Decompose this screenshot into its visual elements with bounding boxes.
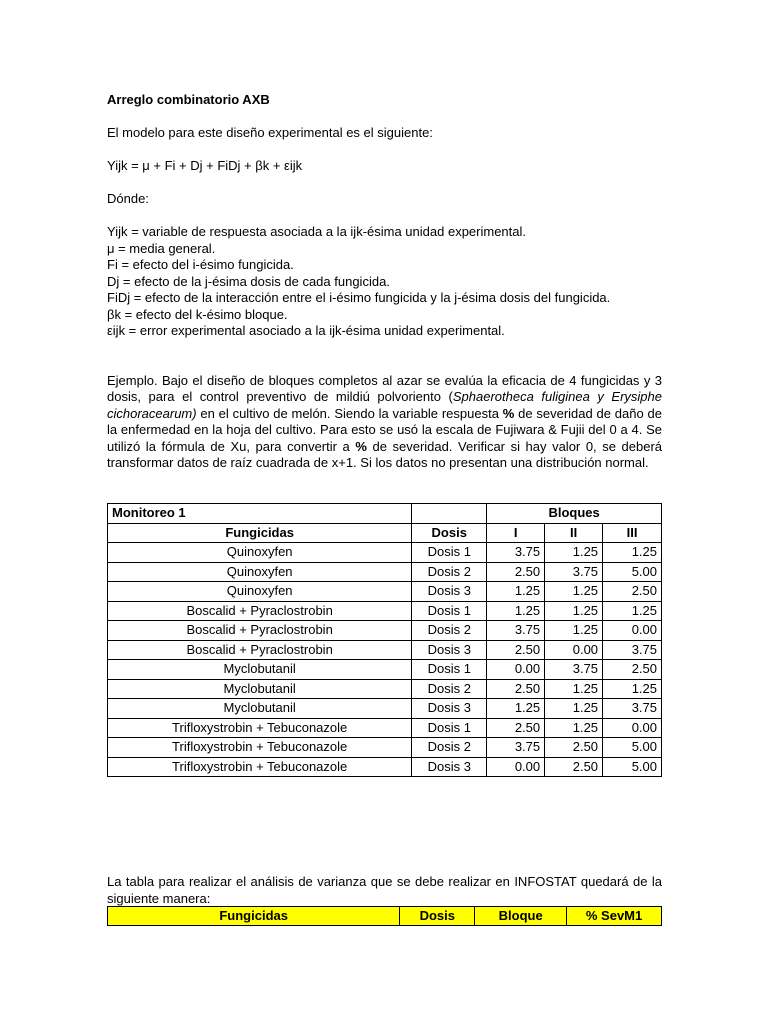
definition-item: Fi = efecto del i-ésimo fungicida. [107,257,294,272]
definition-item: μ = media general. [107,240,216,256]
definition-item: Yijk = variable de respuesta asociada a la ijk-ésima unidad experimental. [107,224,526,239]
species-names: Sphaerotheca fuliginea y Erysiphe cichoracearum) [107,389,662,421]
block-i-value: 2.50 [487,718,545,738]
dosis-cell: Dosis 2 [412,738,487,758]
percent-symbol: % [355,438,367,454]
dosis-header: Dosis [400,907,475,926]
block-iii-value: 1.25 [603,601,662,621]
example-text: en el cultivo de melón. Siendo la variable respuesta [196,405,503,421]
dosis-cell: Dosis 1 [412,543,487,563]
block-iii-value: 5.00 [603,562,662,582]
table-row [108,718,662,738]
block-ii-value: 1.25 [545,699,603,719]
table-header-row [108,504,662,524]
block-iii-value: 0.00 [603,718,662,738]
dosis-cell: Dosis 1 [412,660,487,680]
fungicida-cell: Trifloxystrobin + Tebuconazole [108,718,412,738]
monitoreo-label: Monitoreo 1 [108,504,412,524]
block-ii-value: 3.75 [545,660,603,680]
percent-symbol: % [502,405,515,421]
example-text: Ejemplo. Bajo el diseño de bloques completos al azar se evalúa la eficacia de 4 fungicidas y 3 dosis, para el control preventivo de mildiú polvoriento ( [107,372,662,404]
block-i-value: 1.25 [487,601,545,621]
document-body [107,92,662,472]
table-row [108,699,662,719]
fungicida-cell: Quinoxyfen [108,562,412,582]
bloque-header: Bloque [475,907,567,926]
block-i-value: 3.75 [487,621,545,641]
fungicida-cell: Quinoxyfen [108,582,412,602]
table-row [108,679,662,699]
table-row [108,582,662,602]
block-iii-value: 0.00 [603,621,662,641]
intro-text: El modelo para este diseño experimental es el siguiente: [107,125,433,140]
block-i-value: 2.50 [487,562,545,582]
block-iii-value: 3.75 [603,699,662,719]
table-row [108,660,662,680]
block-ii-value: 1.25 [545,679,603,699]
dosis-cell: Dosis 3 [412,582,487,602]
block-iii-value: 5.00 [603,757,662,777]
definition-item: FiDj = efecto de la interacción entre el i-ésimo fungicida y la j-ésima dosis del fungicida. [107,290,611,305]
block-iii-value: 2.50 [603,582,662,602]
block-i-value: 3.75 [487,738,545,758]
block-ii-value: 3.75 [545,562,603,582]
donde-label: Dónde: [107,191,149,206]
block-i-value: 0.00 [487,757,545,777]
block-i-value: 2.50 [487,679,545,699]
block-iii-value: 1.25 [603,679,662,699]
block-i-header: I [487,523,545,543]
table-header-row [108,523,662,543]
block-iii-value: 2.50 [603,660,662,680]
dosis-cell: Dosis 2 [412,679,487,699]
dosis-cell: Dosis 3 [412,757,487,777]
block-iii-value: 1.25 [603,543,662,563]
fungicida-cell: Quinoxyfen [108,543,412,563]
definitions-list [107,224,662,340]
definition-item: Dj = efecto de la j-ésima dosis de cada fungicida. [107,273,390,289]
fungicida-cell: Myclobutanil [108,679,412,699]
block-ii-value: 1.25 [545,582,603,602]
block-iii-value: 3.75 [603,640,662,660]
block-i-value: 1.25 [487,699,545,719]
table-row [108,621,662,641]
table-row [108,562,662,582]
dosis-cell: Dosis 2 [412,621,487,641]
example-paragraph [107,373,662,472]
fungicida-cell: Boscalid + Pyraclostrobin [108,601,412,621]
table-row [108,543,662,563]
dosis-cell: Dosis 2 [412,562,487,582]
dosis-cell: Dosis 3 [412,640,487,660]
fungicidas-header: Fungicidas [108,907,400,926]
fungicida-cell: Trifloxystrobin + Tebuconazole [108,757,412,777]
dosis-header: Dosis [412,523,487,543]
block-ii-value: 0.00 [545,640,603,660]
block-i-value: 1.25 [487,582,545,602]
block-iii-header: III [603,523,662,543]
infostat-text: La tabla para realizar el análisis de varianza que se debe realizar en INFOSTAT quedará de la siguiente manera: [107,874,662,906]
definition-item: εijk = error experimental asociado a la ijk-ésima unidad experimental. [107,323,505,338]
bloques-header: Bloques [487,504,662,524]
table-row [108,601,662,621]
fungicida-cell: Myclobutanil [108,660,412,680]
dosis-cell: Dosis 1 [412,601,487,621]
fungicida-cell: Myclobutanil [108,699,412,719]
block-i-value: 2.50 [487,640,545,660]
block-i-value: 0.00 [487,660,545,680]
monitoreo-table [107,503,662,777]
table-row [108,738,662,758]
table-row [108,640,662,660]
block-ii-value: 1.25 [545,718,603,738]
table-row [108,757,662,777]
block-ii-value: 1.25 [545,543,603,563]
empty-cell [412,504,487,524]
example-text: de severidad de daño de la enfermedad en la hoja del cultivo. Para esto se usó la escala de Fujiwara & Fujii del 0 a 4. Se utilizó la fórmula de Xu, para convertir a [107,405,662,454]
block-ii-value: 2.50 [545,757,603,777]
model-equation: Yijk = μ + Fi + Dj + FiDj + βk + εijk [107,158,303,173]
fungicida-cell: Trifloxystrobin + Tebuconazole [108,738,412,758]
infostat-table [107,906,662,926]
fungicida-cell: Boscalid + Pyraclostrobin [108,621,412,641]
sevm1-header: % SevM1 [567,907,662,926]
block-ii-value: 1.25 [545,621,603,641]
block-ii-value: 1.25 [545,601,603,621]
definition-item: βk = efecto del k-ésimo bloque. [107,306,288,322]
dosis-cell: Dosis 3 [412,699,487,719]
block-iii-value: 5.00 [603,738,662,758]
block-i-value: 3.75 [487,543,545,563]
document-title: Arreglo combinatorio AXB [107,92,270,107]
fungicida-cell: Boscalid + Pyraclostrobin [108,640,412,660]
example-text: de severidad. Verificar si hay valor 0, se deberá transformar datos de raíz cuadrada de x+1. Si los datos no presentan una distribución normal. [107,438,663,470]
block-ii-value: 2.50 [545,738,603,758]
block-ii-header: II [545,523,603,543]
fungicidas-header: Fungicidas [108,523,412,543]
infostat-header-row [108,907,662,926]
dosis-cell: Dosis 1 [412,718,487,738]
